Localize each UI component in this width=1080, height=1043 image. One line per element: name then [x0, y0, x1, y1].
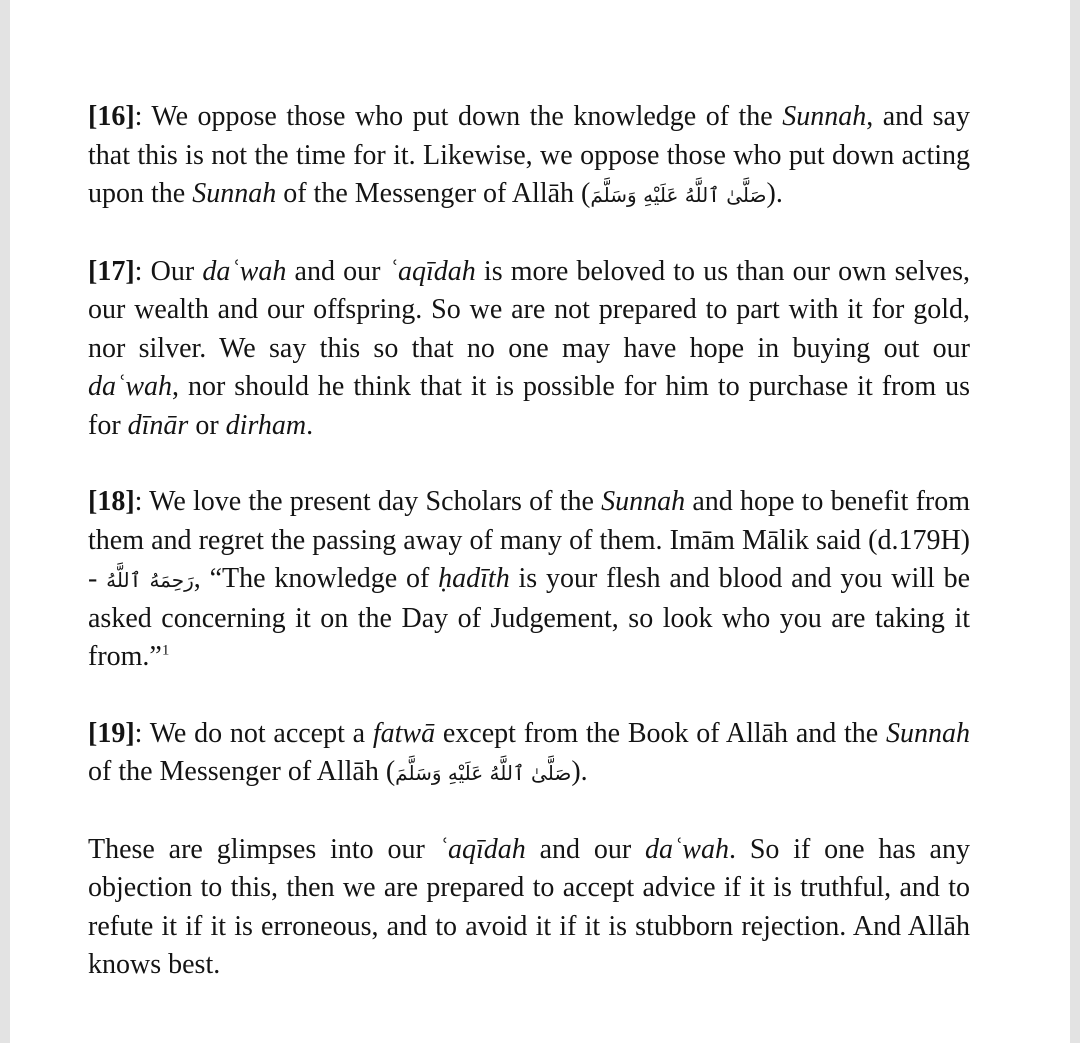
italic-term: fatwā	[372, 717, 436, 749]
paragraph-text: of the Messenger of Allāh (	[88, 756, 396, 787]
italic-term: dīnār	[127, 409, 189, 441]
italic-term: Sunnah	[886, 717, 970, 749]
paragraph-text: : We love the present day Scholars of the	[134, 486, 602, 517]
italic-term: Sunnah	[601, 486, 686, 517]
paragraph-text: and our	[286, 255, 389, 287]
paragraph-text: except from the Book of Allāh and the	[435, 717, 886, 749]
paragraph-text: : Our	[134, 255, 203, 287]
paragraph-text: ).	[766, 178, 783, 209]
paragraph-text: or	[188, 409, 226, 441]
italic-term: ʿaqīdah	[388, 255, 476, 287]
paragraph-text: . So if one has any objection to this, then we are prepared to accept advice if it is truthful, and to refute it if it is erroneous, and to avoid it if it is stubborn rejection. And Allāh knows best.	[88, 833, 970, 980]
paragraph-text: , and say that this is not the time for it. Likewise, we oppose those who put down acting upon the	[88, 101, 970, 209]
paragraph-text: : We oppose those who put down the knowledge of the	[134, 101, 783, 132]
paragraph-p17	[88, 253, 970, 446]
paragraph-text: These are glimpses into our	[88, 833, 439, 865]
paragraph-text: , nor should he think that it is possible for him to purchase it from us for	[88, 371, 970, 441]
paragraph-p19	[88, 715, 970, 793]
italic-term: dirham	[225, 409, 307, 441]
paragraph-p16	[88, 98, 970, 215]
paragraph-text: is more beloved to us than our own selves, our wealth and our offspring. So we are not prepared to part with it for gold, nor silver. We say this so that no one may have hope in buying out our	[88, 255, 970, 364]
paragraph-p18	[88, 483, 970, 677]
arabic-honorific: رَحِمَهُ ٱللَّهُ	[106, 568, 194, 592]
italic-term: Sunnah	[782, 101, 867, 132]
paragraph-text: ).	[571, 756, 588, 787]
paragraph-number: [17]	[88, 255, 135, 287]
italic-term: ḥadīth	[438, 563, 510, 594]
paragraph-number: [19]	[88, 717, 135, 749]
italic-term: daʿwah	[202, 255, 287, 287]
arabic-honorific: صَلَّىٰ ٱللَّهُ عَلَيْهِ وَسَلَّمَ	[590, 183, 767, 207]
paragraph-number: [18]	[88, 486, 135, 517]
footnote-marker: 1	[161, 642, 170, 659]
paragraph-number: [16]	[88, 101, 135, 132]
paragraph-text: of the Messenger of Allāh (	[276, 178, 591, 209]
italic-term: daʿwah	[88, 371, 172, 402]
italic-term: ʿaqīdah	[438, 833, 526, 865]
italic-term: daʿwah	[644, 833, 729, 865]
paragraph-text: is your flesh and blood and you will be asked concerning it on the Day of Judgement, so look who you are taking it from.”	[88, 563, 971, 672]
paragraph-closing	[88, 831, 970, 985]
paragraph-text: , “The knowledge of	[193, 563, 439, 594]
document-page	[10, 0, 1070, 1043]
paragraph-text: : We do not accept a	[134, 717, 373, 749]
italic-term: Sunnah	[192, 178, 277, 209]
paragraph-text: and hope to benefit from them and regret the passing away of many of them. Imām Mālik said (d.179H) -	[88, 486, 970, 594]
arabic-honorific: صَلَّىٰ ٱللَّهُ عَلَيْهِ وَسَلَّمَ	[395, 761, 572, 785]
document-body	[88, 98, 970, 985]
paragraph-text: and our	[525, 833, 645, 865]
paragraph-text: .	[306, 409, 314, 441]
